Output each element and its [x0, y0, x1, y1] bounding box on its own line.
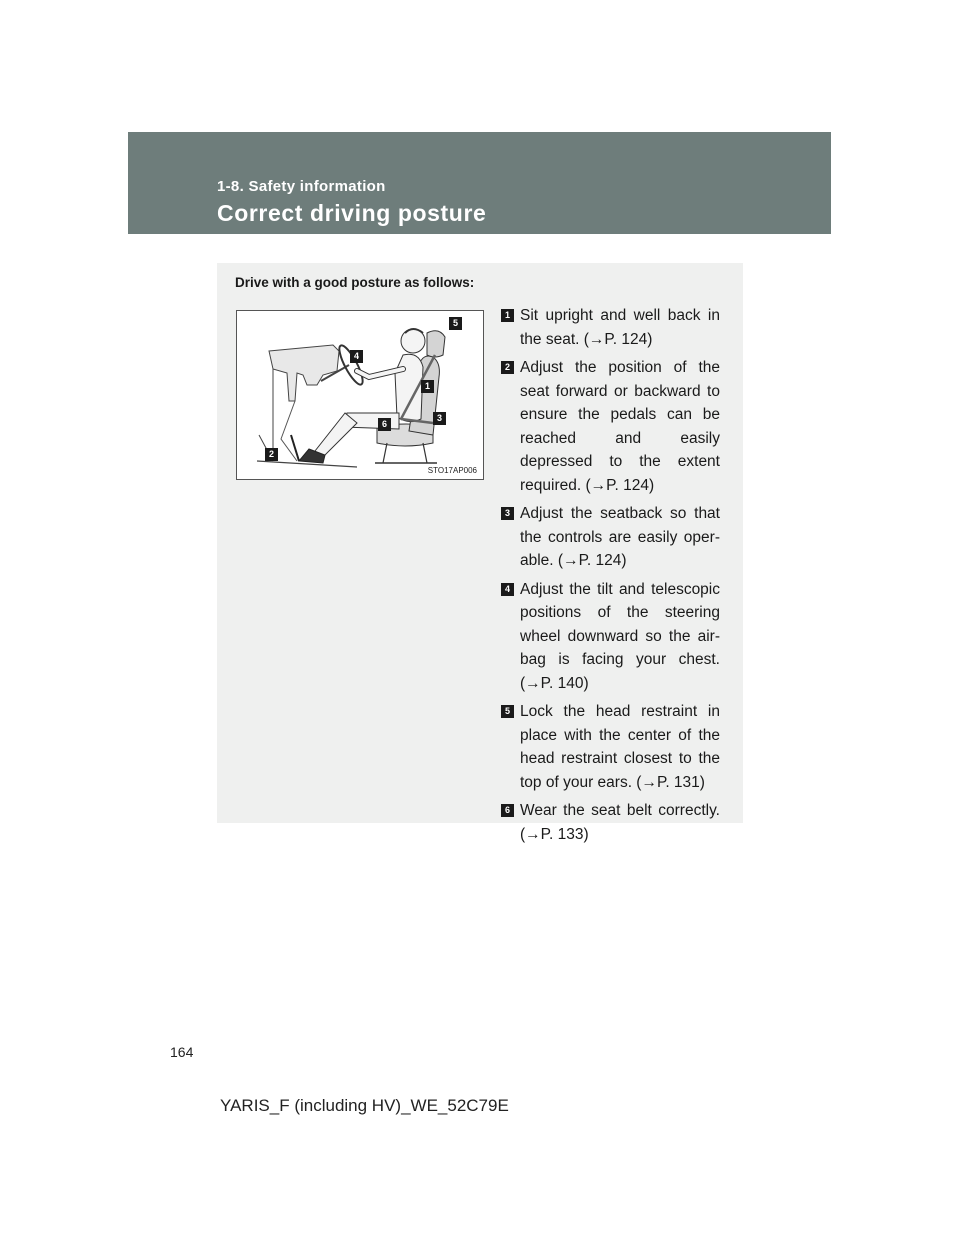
step-item: [500, 304, 720, 351]
page-number: 164: [170, 1044, 194, 1060]
posture-steps-list: [500, 304, 720, 851]
step-number-badge: 1: [501, 309, 514, 322]
callout-3: 3: [433, 412, 446, 425]
step-number-badge: 5: [501, 705, 514, 718]
driving-posture-illustration: [236, 310, 484, 480]
callout-6: 6: [378, 418, 391, 431]
step-text: Adjust the position of the seat forward or backward to ensure the pedals can be reached and easily depressed to the extent required. (→P. 124): [520, 359, 720, 494]
step-item: [500, 700, 720, 794]
step-number-badge: 3: [501, 507, 514, 520]
section-label: 1-8. Safety information: [217, 178, 386, 195]
step-item: [500, 356, 720, 497]
page-title: Correct driving posture: [217, 200, 487, 226]
content-box: [217, 263, 743, 843]
callout-4: 4: [350, 350, 363, 363]
step-item: [500, 578, 720, 696]
footer-document-code: YARIS_F (including HV)_WE_52C79E: [220, 1096, 509, 1115]
callout-2: 2: [265, 448, 278, 461]
step-item: [500, 799, 720, 846]
header-band: [128, 132, 831, 234]
step-number-badge: 2: [501, 361, 514, 374]
step-text: Lock the head restraint in place with the center of the head restraint closest to the top of your ears. (→P. 131): [520, 703, 720, 791]
step-number-badge: 6: [501, 804, 514, 817]
step-item: [500, 502, 720, 573]
intro-text: Drive with a good posture as follows:: [235, 275, 475, 290]
callout-5: 5: [449, 317, 462, 330]
callout-1: 1: [421, 380, 434, 393]
step-text: Adjust the tilt and telescopic positions of the steering wheel downward so the air-bag is facing your chest. (→P. 140): [520, 580, 720, 692]
step-text: Wear the seat belt correctly. (→P. 133): [520, 802, 720, 843]
step-text: Sit upright and well back in the seat. (→P. 124): [520, 307, 720, 348]
figure-code: STO17AP006: [427, 466, 477, 475]
step-text: Adjust the seatback so that the controls are easily oper-able. (→P. 124): [520, 505, 720, 569]
step-number-badge: 4: [501, 583, 514, 596]
